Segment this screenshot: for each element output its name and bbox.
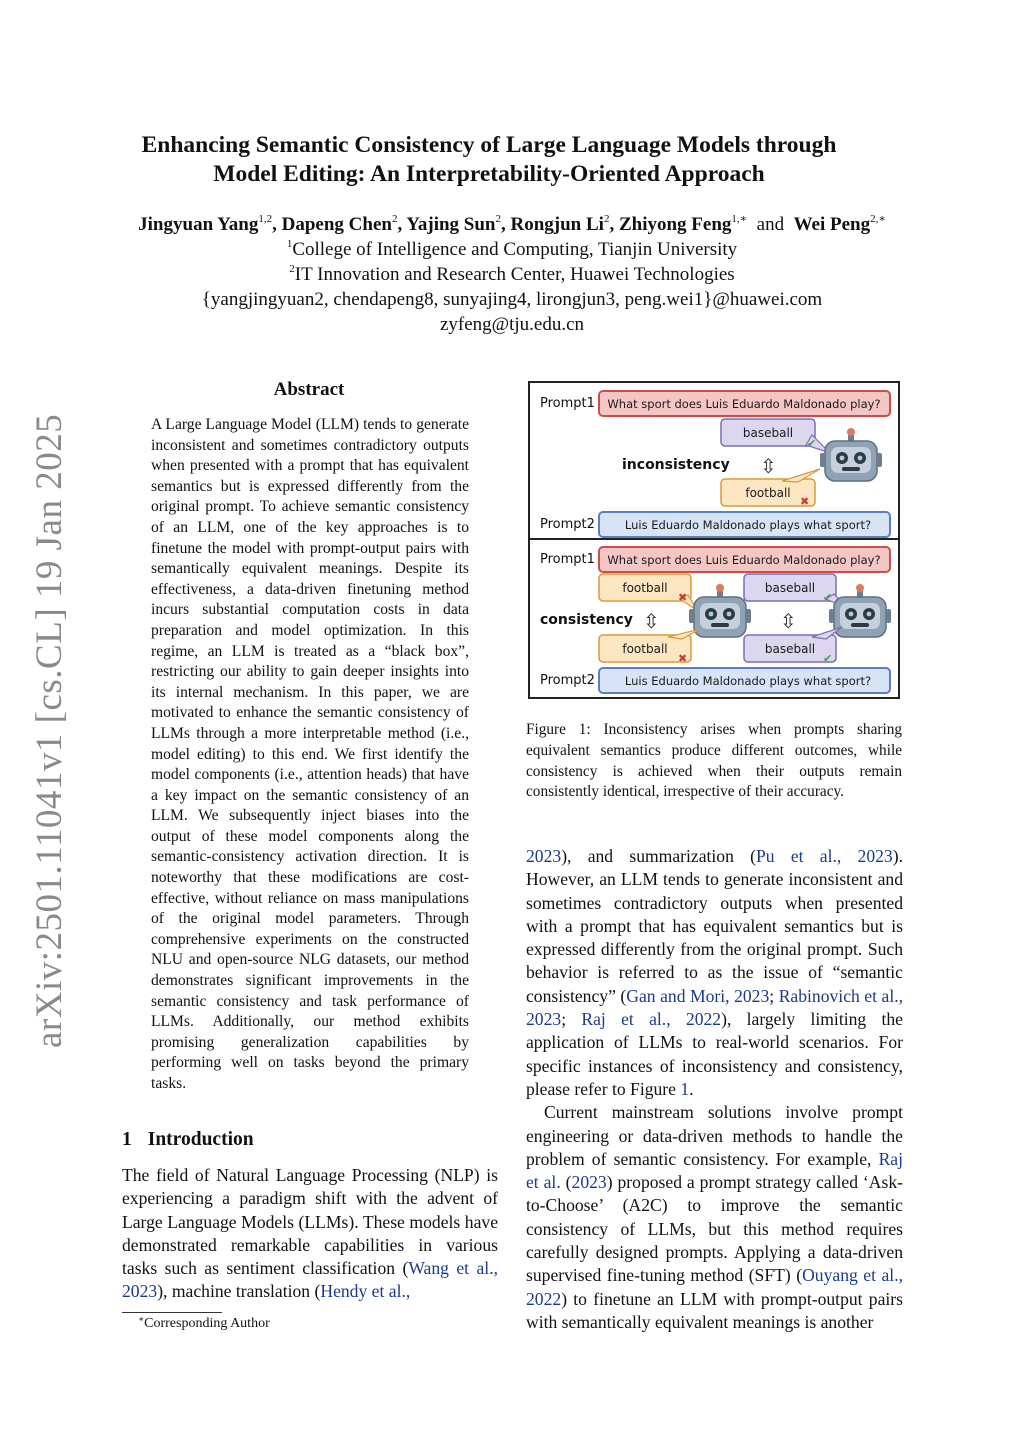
intro-paragraph: The field of Natural Language Processing (NLP) is experiencing a paradigm shift with the advent of Large Language Models (LLMs). These models have demonstrated remarkable capabilities in various tasks such as sentiment classification (Wang et al., 2023), machine translation (Hendy et al., [122, 1165, 498, 1302]
author-name: Dapeng Chen [281, 214, 392, 235]
citation-link[interactable]: Raj et al. [526, 1148, 903, 1193]
citation-link[interactable]: Ouyang et al., 2022 [526, 1265, 903, 1309]
citation-link[interactable]: 2023 [571, 1172, 607, 1193]
figure-1 [528, 381, 900, 699]
abstract-heading: Abstract [273, 379, 345, 400]
check-icon: ✔ [807, 437, 817, 450]
section-title: Introduction [147, 1129, 254, 1150]
paper-title [100, 131, 878, 189]
citation-link[interactable]: Gan and Mori, 2023 [626, 985, 770, 1006]
author-name: Wei Peng [793, 214, 871, 235]
section-heading-introduction [122, 1129, 254, 1151]
updown-arrow-icon: ⇳ [643, 609, 660, 633]
top-answer-1: baseball [742, 426, 794, 440]
bottom-right-answer-1: baseball [764, 581, 816, 595]
top-prompt1-label: Prompt1 [540, 396, 595, 411]
footnote: ∗Corresponding Author [138, 1314, 270, 1331]
bottom-prompt1-label: Prompt1 [540, 552, 595, 567]
top-answer-2: football [745, 486, 791, 500]
top-prompt2-label: Prompt2 [540, 517, 595, 532]
footnote-rule [122, 1312, 222, 1313]
bottom-panel-label: consistency [540, 612, 633, 628]
author-sup: 2 [603, 213, 610, 225]
citation-link[interactable]: Wang et al., 2023 [122, 1258, 498, 1302]
cross-icon: ✖ [678, 591, 688, 604]
arxiv-stamp: arXiv:2501.11041v1 [cs.CL] 19 Jan 2025 [29, 413, 70, 1048]
bottom-prompt2-label: Prompt2 [540, 673, 595, 688]
author-sup: 2,∗ [870, 213, 886, 225]
citation-link[interactable]: Hendy et al., [320, 1281, 411, 1302]
author-sup: 2 [391, 213, 398, 225]
figure-1-diagram [530, 383, 898, 697]
title-line-1: Enhancing Semantic Consistency of Large Language Models through [141, 132, 837, 158]
author-sup: 2 [495, 213, 501, 225]
cross-icon: ✖ [678, 652, 688, 665]
figure-reference-link[interactable]: 1 [680, 1078, 690, 1099]
author-list: Jingyuan Yang$^{1,2}$, Dapeng Chen$^2$, Yajing Sun$^2$, Rongjun Li$^2$, Zhiyong Feng$^{1,∗}$ and Wei Peng$^{2,∗}$ [138, 213, 886, 235]
citation-link[interactable]: Rabinovich et al., 2023 [526, 985, 904, 1030]
author-block [60, 212, 964, 337]
figure-caption: Figure 1: Inconsistency arises when prompts sharing equivalent semantics produce different outcomes, while consistency is achieved when their outputs remain consistently identical, irrespective of their accuracy. [526, 721, 902, 801]
citation-link[interactable]: Raj et al., 2022 [581, 1009, 722, 1030]
paragraph: 2023), and summarization (Pu et al., 2023). However, an LLM tends to generate inconsistent and sometimes contradictory outputs when presented with a prompt that has equivalent semantics but is expressed differently from the original prompt. Such behavior is referred to as the issue of “semantic consistency” (Gan and Mori, 2023; Rabinovich et al., 2023; Raj et al., 2022), largely limiting the application of LLMs to real-world scenarios. For specific instances of inconsistency and consistency, please refer to Figure 1. [526, 846, 904, 1099]
email-line-1: {yangjingyuan2, chendapeng8, sunyajing4, lirongjun3, peng.wei1}@huawei.com [201, 289, 823, 310]
author-name: Rongjun Li [510, 214, 604, 235]
author-name: Jingyuan Yang [138, 214, 259, 235]
email-line-2: zyfeng@tju.edu.cn [439, 314, 585, 335]
section-number: 1 [122, 1129, 132, 1150]
author-sup: 1,2 [258, 213, 273, 225]
figure-divider [530, 538, 898, 540]
check-icon: ✔ [823, 652, 833, 665]
paragraph: Current mainstream solutions involve prompt engineering or data-driven methods to handle the problem of semantic consistency. For example, Raj et al. (2023) proposed a prompt strategy called ‘Ask-to-Choose’ (A2C) to improve the semantic consistency of LLMs, but this method requires carefully designed prompts. Applying a data-driven supervised fine-tuning method (SFT) (Ouyang et al., 2022) to finetune an LLM with prompt-output pairs with semantically equivalent meanings is another [526, 1102, 903, 1332]
bottom-prompt1-text: What sport does Luis Eduardo Maldonado play? [607, 553, 881, 567]
citation-link[interactable]: 2023 [526, 846, 562, 866]
updown-arrow-icon: ⇳ [760, 454, 777, 478]
top-prompt1-text: What sport does Luis Eduardo Maldonado play? [607, 397, 881, 411]
cross-icon: ✖ [800, 495, 810, 508]
robot-icon [820, 428, 882, 481]
bottom-left-answer-1: football [622, 581, 668, 595]
and-word: and [756, 214, 785, 235]
top-prompt2-text: Luis Eduardo Maldonado plays what sport? [624, 518, 872, 532]
author-name: Zhiyong Feng [618, 214, 732, 235]
author-name: Yajing Sun [406, 214, 496, 235]
updown-arrow-icon: ⇳ [780, 609, 797, 633]
author-sup: 1,∗ [731, 213, 748, 225]
top-panel-label: inconsistency [622, 457, 730, 473]
bottom-prompt2-text: Luis Eduardo Maldonado plays what sport? [624, 674, 872, 688]
right-column-text [526, 845, 903, 1334]
affiliation-1: $^1$College of Intelligence and Computing, Tianjin University [286, 238, 738, 260]
check-icon: ✔ [823, 591, 833, 604]
citation-link[interactable]: Pu et al., 2023 [756, 846, 893, 866]
bottom-right-answer-2: baseball [764, 642, 816, 656]
title-line-2: Model Editing: An Interpretability-Oriented Approach [213, 161, 765, 187]
abstract-text: A Large Language Model (LLM) tends to generate inconsistent and sometimes contradictory outputs when presented with a prompt that has equivalent semantics but is expressed differently from the original prompt. To achieve semantic consistency of an LLM, one of the key approaches is to finetune the model with prompt-output pairs with semantically equivalent meanings. Despite its effectiveness, a data-driven finetuning method incurs substantial computation costs in data preparation and model optimization. In this regime, an LLM is treated as a “black box”, restricting our ability to gain deeper insights into its internal mechanism. In this paper, we are motivated to enhance the semantic consistency of LLMs through a more interpretable method (i.e., model editing) to this end. We first identify the model components (i.e., attention heads) that have a key impact on the semantic consistency of an LLM. We subsequently inject biases into the output of these model components along the semantic-consistency activation direction. It is noteworthy that these modifications are cost-effective, without reliance on mass manipulations of the original model parameters. Through comprehensive experiments on the constructed NLU and open-source NLG datasets, our method demonstrates significant improvements in the semantic consistency and task performance of LLMs. Additionally, our method exhibits promising generalization capabilities by performing well on tasks beyond the primary tasks. [151, 416, 469, 1092]
affiliation-2: $^2$IT Innovation and Research Center, Huawei Technologies [289, 263, 735, 285]
bottom-left-answer-2: football [622, 642, 668, 656]
